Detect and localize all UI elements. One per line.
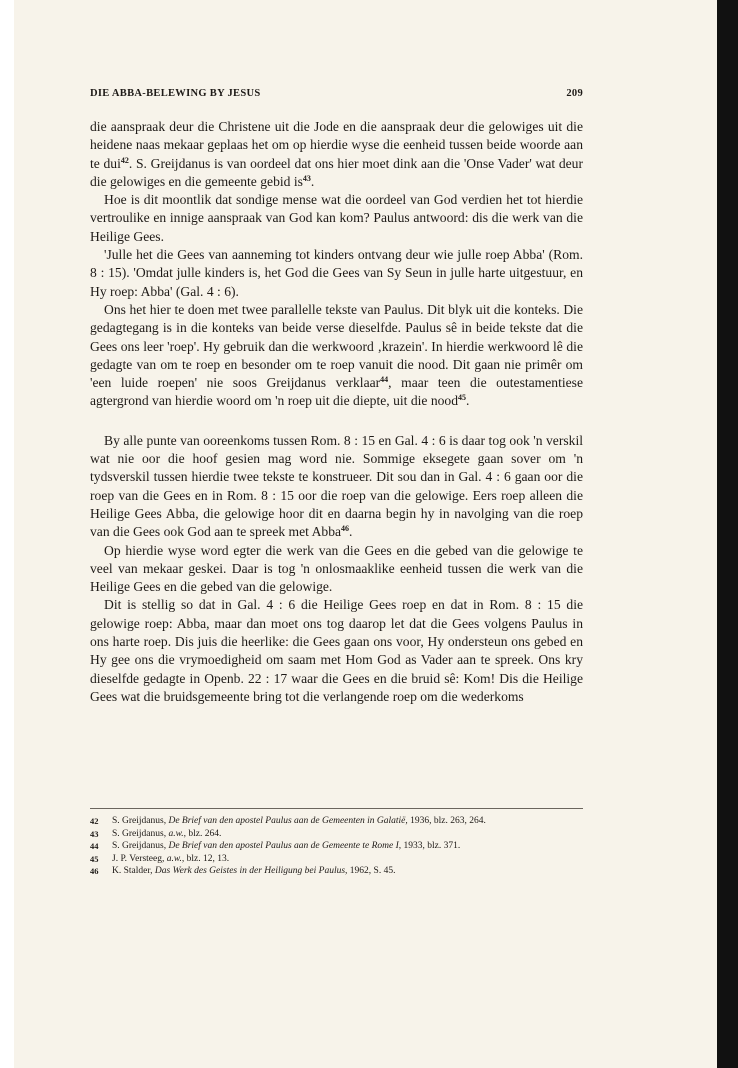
footnote-number: 45	[90, 853, 99, 864]
text-run: S. Greijdanus,	[112, 828, 169, 839]
text-run: S. Greijdanus,	[112, 816, 169, 826]
running-header	[90, 88, 583, 99]
footnote-number: 43	[90, 828, 99, 839]
footnote-ref[interactable]: 45	[458, 393, 467, 403]
text-run: .	[349, 524, 353, 540]
footnote-number: 46	[90, 866, 99, 877]
footnote-ref[interactable]: 44	[380, 375, 389, 385]
text-run: 'Julle het die Gees van aanneming tot kinders ontvang deur wie julle roep Abba' (Rom. 8 : 15). 'Omdat julle kinders is, het God die Gees van Sy Seun in julle harte uitgestuur, en Hy roep: Abba' (Gal. 4 : 6).	[90, 247, 583, 299]
text-run: K. Stalder,	[112, 866, 155, 877]
text-run: 1933, blz. 371.	[401, 841, 461, 852]
scan-edge-right	[717, 0, 738, 1068]
footnotes	[90, 815, 583, 878]
paragraph	[90, 542, 583, 597]
footnote-number: 44	[90, 841, 99, 852]
running-title: DIE ABBA-BELEWING BY JESUS	[90, 88, 261, 99]
text-run: blz. 12, 13.	[184, 853, 230, 864]
text-run: By alle punte van ooreenkoms tussen Rom. 8 : 15 en Gal. 4 : 6 is daar tog ook 'n verskil wat nie oor die hoof gesien mag word nie. Sommige eksegete gaan sover om 'n tydsverskil tussen hierdie twee tekste te konstrueer. Dit sou dan in Gal. 4 : 6 gaan oor die roep van die Gees en in Rom. 8 : 15 oor die roep van die gelowige. Eers roep alleen die Heilige Gees Abba, die gelowige hoor dit en daarna begin hy in navolging van die roep van die Gees ook God aan te spreek met Abba	[90, 432, 583, 540]
footnote	[90, 865, 583, 878]
text-run: Hoe is dit moontlik dat sondige mense wat die oordeel van God verdien het tot hierdie vertroulike en innige aanspraak van God kan kom? Paulus antwoord: dis die werk van die Heilige Gees.	[90, 192, 583, 244]
text-run: Op hierdie wyse word egter die werk van die Gees en die gebed van die gelowige te veel van mekaar geskei. Daar is tog 'n onlosmaaklike eenheid tussen die werk van die Heilige Gees en die gebed van die gelowige.	[90, 542, 583, 595]
paragraph	[90, 432, 583, 542]
section-gap	[90, 411, 583, 432]
footnote-text	[112, 815, 583, 828]
paragraph	[90, 246, 583, 301]
footnote-rule	[90, 808, 583, 809]
footnote-ref[interactable]: 42	[120, 155, 129, 165]
text-run: , maar teen die outestamentiese agtergrond van hierdie woord om 'n roep uit die diepte, uit die nood	[90, 375, 583, 409]
text-run: Ons het hier te doen met twee parallelle tekste van Paulus. Dit blyk uit die konteks. Die gedagtegang is in die konteks van beide verse dieselfde. Paulus sê in beide tekste dat die Gees ons leer 'roep'. Hy gebruik dan die werkwoord ‚krazein'. In hierdie werkwoord lê die gedagte van om te roep en besonder om te roep vanuit die nood. Dit gaan nie primêr om 'een luide roepen' nie soos Greijdanus verklaar	[90, 301, 583, 391]
paragraph	[90, 301, 583, 411]
scan-margin-left	[0, 0, 14, 1068]
paragraph	[90, 596, 583, 706]
footnote-text	[112, 840, 583, 853]
text-run: S. Greijdanus,	[112, 841, 169, 852]
footnote	[90, 828, 583, 841]
footnote	[90, 840, 583, 853]
text-run: Dit is stellig so dat in Gal. 4 : 6 die Heilige Gees roep en dat in Rom. 8 : 15 die gelowige roep: Abba, maar dan moet ons tog daarop let dat die Gees volgens Paulus in ons harte roep. Dis juis die heerlike: die Gees gaan ons voor, Hy ondersteun ons gebed en Hy gee ons die vrymoedigheid om saam met Hom God as Vader aan te spreek. Ons kry dieselfde gedagte in Openb. 22 : 17 waar die Gees en die bruid sê: Kom! Dis die Heilige Gees wat die bruidsgemeente bring tot die verlangende roep om die wederkoms	[90, 597, 583, 704]
italic-title: a.w.,	[168, 828, 186, 839]
footnote	[90, 815, 583, 828]
footnote-ref[interactable]: 43	[302, 173, 311, 183]
italic-title: Das Werk des Geistes in der Heiligung bei Paulus,	[154, 866, 348, 877]
text-run: . S. Greijdanus is van oordeel dat ons hier moet dink aan die 'Onse Vader' wat deur die gelowiges en die gemeente gebid is	[90, 155, 583, 189]
page-number: 209	[566, 88, 583, 99]
text-run: blz. 264.	[185, 828, 222, 839]
text-run: die aanspraak deur die Christene uit die Jode en die aanspraak deur die gelowiges uit die heidene naas mekaar geplaas het om op hierdie wyse die eenheid tussen beide woorde aan te dui	[90, 119, 583, 171]
footnote-text	[112, 828, 583, 841]
footnote-text	[112, 853, 583, 866]
text-run: .	[466, 393, 470, 409]
text-run: J. P. Versteeg,	[112, 853, 167, 864]
footnote-number: 42	[90, 816, 99, 826]
footnote	[90, 853, 583, 866]
paragraph	[90, 191, 583, 246]
text-run: 1962, S. 45.	[347, 866, 396, 877]
footnote-text	[112, 865, 583, 878]
paragraph	[90, 118, 583, 191]
text-run: 1936, blz. 263, 264.	[407, 816, 486, 826]
body-text	[90, 118, 583, 706]
text-run: .	[310, 173, 315, 189]
italic-title: a.w.,	[166, 853, 185, 864]
italic-title: De Brief van den apostel Paulus aan de Gemeenten in Galatië,	[168, 816, 408, 826]
italic-title: De Brief van den apostel Paulus aan de Gemeente te Rome I,	[168, 841, 402, 852]
footnote-ref[interactable]: 46	[341, 524, 350, 534]
